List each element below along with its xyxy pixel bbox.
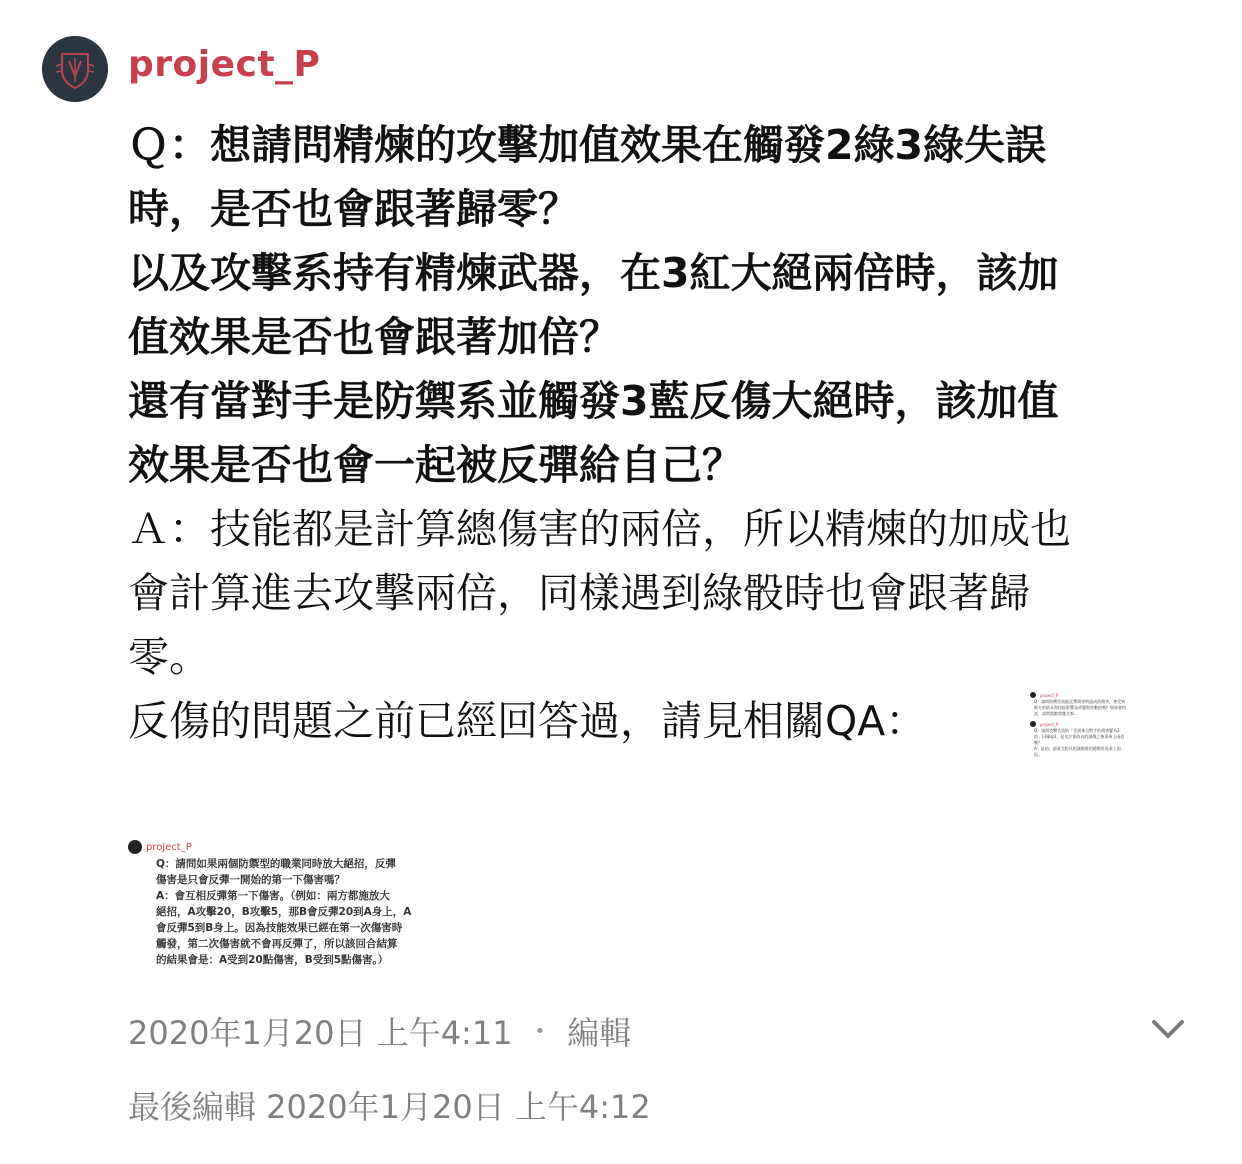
attachment-text: Q：請問攻擊失誤的「受到來自對手的傷害變為2 倍」(3綠sp)，是先計算防具的減傷之後再乘上兩倍 嗎？ A：是的，請看完防具的減傷後的總傷害再乘上兩 倍。: [1034, 728, 1125, 757]
attachment-image[interactable]: [1030, 692, 1128, 842]
last-edited: 最後編輯 2020年1月20日 上午4:12: [128, 1088, 651, 1126]
avatar[interactable]: [42, 36, 108, 102]
attachment-header: [128, 840, 426, 854]
attachment-header: [1030, 692, 1128, 698]
answer-line: 會計算進去攻擊兩倍，同樣遇到綠骰時也會跟著歸: [128, 569, 1030, 617]
chevron-down-icon[interactable]: [1148, 1012, 1188, 1046]
attachment-header: [1030, 721, 1128, 727]
question-line: 效果是否也會一起被反彈給自己？: [128, 441, 743, 489]
attachment-text: Q：請問防禦型技能反彈傷害時造成的傷害，會受到 敵方的防具和技能影響並改變傷害數值嗎？如果會的 話，請問當敵我雙方都...: [1034, 699, 1126, 716]
answer-line: Ａ：技能都是計算總傷害的兩倍，所以精煉的加成也: [128, 505, 1071, 553]
question-line: 時，是否也會跟著歸零？: [128, 185, 579, 233]
attachment-avatar: [1030, 721, 1036, 727]
answer-line: 反傷的問題之前已經回答過，請見相關QA：: [128, 697, 927, 745]
question-line: Ｑ：想請問精煉的攻擊加值效果在觸發2綠3綠失誤: [128, 121, 1047, 169]
question-line: 值效果是否也會跟著加倍？: [128, 313, 620, 361]
attachment-text: Q：請問如果兩個防禦型的職業同時放大絕招，反彈 傷害是只會反彈一開始的第一下傷害嗎？ A：會互相反彈第一下傷害。（例如：兩方都施放大 絕招，A攻擊20，B攻擊5，那B會反彈20到A身上，A 會反彈5到B身上。因為技能效果已經在第一次傷害時 觸發，第二次傷害就不會再反彈了，所以該回合結算 的結果會是：A受到20點傷害，B受到5點傷害。）: [156, 858, 412, 966]
attachment-image[interactable]: [128, 840, 426, 980]
edit-link[interactable]: 編輯: [567, 1014, 632, 1052]
project-logo-icon: [42, 36, 108, 102]
post-timestamp: 2020年1月20日 上午4:11: [128, 1014, 513, 1052]
post-content: [128, 113, 1198, 753]
attachment-author: project_P: [1040, 692, 1059, 698]
attachment-avatar: [1030, 692, 1036, 698]
author-name[interactable]: project_P: [128, 44, 321, 85]
question-line: 以及攻擊系持有精煉武器，在3紅大絕兩倍時，該加: [128, 249, 1059, 297]
attachment-avatar: [128, 840, 142, 854]
question-line: 還有當對手是防禦系並觸發3藍反傷大絕時，該加值: [128, 377, 1059, 425]
attachment-author: project_P: [146, 841, 192, 853]
answer-line: 零。: [128, 633, 210, 681]
attachment-author: project_P: [1040, 721, 1059, 727]
meta-separator: •: [534, 1020, 546, 1042]
post-meta: [128, 1008, 631, 1054]
